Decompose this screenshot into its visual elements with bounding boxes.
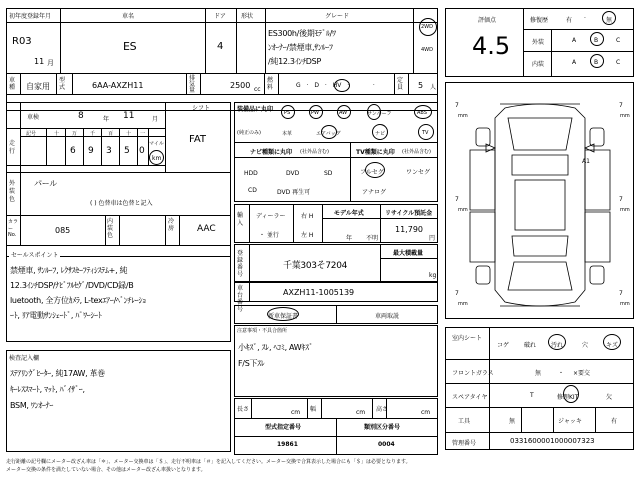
chassis-value: AXZH11-1005139 <box>283 288 355 297</box>
inspection-month: 11 <box>123 111 135 121</box>
mileage-header-sym: 記号 <box>26 131 37 137</box>
drive-4wd: 4WD <box>421 47 433 53</box>
navi-dvd-play: DVD 再生可 <box>277 189 311 196</box>
color-label: 外装色 <box>9 180 16 203</box>
equip-ps: PS <box>284 110 291 116</box>
sales-label: セールスポイント <box>11 252 59 259</box>
shape-label: 形状 <box>241 13 254 20</box>
grade-line-1: ES300h/後期ﾓﾃﾞﾙ/ﾜ <box>268 29 336 38</box>
jack-label: ジャッキ <box>558 418 582 425</box>
notes-label: 注意事項・不具合箇所 <box>237 328 288 334</box>
interior-sheet-label: 室内シート <box>452 335 483 342</box>
doors-value: 4 <box>217 41 224 52</box>
width-label: 幅 <box>310 406 317 413</box>
windshield-replace: ×要交 <box>573 370 591 377</box>
drive-2wd: 2WD <box>421 24 433 30</box>
sheet-koge: コゲ <box>497 342 510 349</box>
windshield-none: 無 <box>535 370 542 377</box>
footer-line-1: 走行距離の記号欄にメーター改ざん車は「＊」、メーター交換車は「＄」、走行不明車は「＃」を記入してください。メーター交換で合算表示した場合にも「＄」は必要となります。 <box>6 459 411 465</box>
fuel-hv: HV <box>332 82 342 89</box>
import-right: 右 H <box>301 213 314 220</box>
height-label: 高さ <box>376 406 389 413</box>
model-year-unknown: 不明 <box>366 235 379 242</box>
grade-line-3: /純12.3ｲﾝﾁDSP <box>268 57 321 66</box>
fuel-label: 燃料 <box>267 77 274 91</box>
equip-leather: 本革 <box>282 131 293 137</box>
plate-value: 千葉303そ7204 <box>283 261 348 271</box>
import-dealer: ディーラー <box>256 213 286 220</box>
sales-line-4: ｰﾄ, ﾘｱ電動ｻﾝｼｪｰﾄﾞ, ﾊﾟﾜｰｼｰﾄ <box>10 311 102 320</box>
repair-label: 修復歴 <box>530 17 549 24</box>
windshield-dot: ・ <box>558 370 565 377</box>
tools-label: 工具 <box>458 418 471 425</box>
mileage-header-jyu: 十 <box>54 131 60 137</box>
sheet-yogore: 汚れ <box>551 342 564 349</box>
diagram-mm-br: mm <box>620 301 630 307</box>
diagram-mm-tr: mm <box>620 113 630 119</box>
mileage-label: 走行 <box>9 140 16 155</box>
equipment-sublabel: (純正のみ) <box>237 130 261 136</box>
inspector-label: 検査記入欄 <box>9 355 40 362</box>
disp-unit: cc <box>254 86 261 93</box>
seats-value: 5 <box>418 81 424 90</box>
import-parallel: ・ 並行 <box>259 232 279 239</box>
diagram-mm-bl: mm <box>458 301 468 307</box>
color-value: パール <box>34 179 57 188</box>
length-label: 長さ <box>237 406 250 413</box>
mgmt-value: 0331600001000007323 <box>510 437 595 445</box>
reg-month-unit: 月 <box>47 59 54 67</box>
repair-no: 無 <box>606 17 613 24</box>
inspector-line-2: ｷｰﾚｽｽﾏｰﾄ, ﾏｯﾄ, ﾊﾞｲｻﾞｰ, <box>10 385 85 394</box>
equip-pw: PW <box>311 110 319 116</box>
navi-sublabel: (社外品含む) <box>300 149 329 155</box>
inspection-label: 車検 <box>27 114 40 121</box>
new-warranty: 新車保証書 <box>268 313 299 320</box>
use-value: 自家用 <box>26 82 50 91</box>
door-label: ドア <box>214 13 226 20</box>
exterior-label: 外装 <box>532 39 545 46</box>
max-load-unit: kg <box>429 272 437 279</box>
color-no-label: カラーNo. <box>8 219 19 238</box>
disp-label: 排気量 <box>189 75 196 94</box>
model-value: 6AA-AXZH11 <box>92 81 144 90</box>
interior-c: C <box>616 59 621 66</box>
windshield-label: フロントガラス <box>452 370 494 377</box>
spare-label: スペアタイヤ <box>452 394 488 401</box>
equip-airbag: エアバッグ <box>316 131 341 137</box>
diagram-7-bl: 7 <box>455 290 459 297</box>
diagram-mm-mr: mm <box>620 207 630 213</box>
length-unit: cm <box>291 409 301 416</box>
diagram-7-tr: 7 <box>619 102 623 109</box>
spare-t: T <box>530 392 534 399</box>
mileage-header-man: 万 <box>72 131 78 137</box>
notes-line-2: F/S下ｽﾚ <box>238 359 265 368</box>
equip-aw: AW <box>339 110 348 116</box>
exterior-c: C <box>616 37 621 44</box>
navi-hdd: HDD <box>244 170 258 177</box>
tv-label: TV種類に丸印 <box>356 149 395 156</box>
vehicle-manual: 車両取説 <box>375 313 400 320</box>
grade-label: グレード <box>325 13 350 20</box>
max-load-label: 最大積載量 <box>393 250 424 257</box>
jack-value: 有 <box>611 418 618 425</box>
import-label: 輸入 <box>237 212 244 227</box>
recycle-value: 11,790 <box>395 225 423 234</box>
diagram-mm-tl: mm <box>458 113 468 119</box>
diagram-a1: A1 <box>582 158 590 165</box>
navi-cd: CD <box>248 187 257 194</box>
footer-line-2: メーター交換の条件を満たしていない場合、その他はメーター改ざん車扱いとなります。 <box>6 467 206 473</box>
diagram-7-tl: 7 <box>455 102 459 109</box>
inspection-year-unit: 年 <box>103 116 110 123</box>
height-unit: cm <box>421 409 431 416</box>
notes-lines <box>238 340 313 372</box>
disp-value: 2500 <box>230 81 251 90</box>
interior-a: A <box>572 59 577 66</box>
seats-unit: 人 <box>430 84 437 91</box>
chassis-label: 車台番号 <box>237 285 244 313</box>
inspector-line-3: BSM, ﾜﾝｵｰﾅｰ <box>10 401 54 410</box>
sales-lines <box>10 263 146 323</box>
mileage-digit-4: 5 <box>124 146 130 156</box>
tv-oneseg: ワンセグ <box>406 169 431 176</box>
type-no-value: 19861 <box>277 441 298 448</box>
type-no-label: 型式指定番号 <box>265 424 302 431</box>
use-label: 車種 <box>9 77 16 91</box>
exterior-a: A <box>572 37 577 44</box>
model-label: 型式 <box>59 77 66 91</box>
inspection-year: 8 <box>78 111 84 121</box>
mileage-digit-1: 6 <box>70 146 76 156</box>
tv-analog: アナログ <box>362 189 387 196</box>
recycle-label: リサイクル預託金 <box>385 210 433 217</box>
inspector-line-1: ｽﾃｱﾘﾝｸﾞﾋｰﾀｰ, 純17AW, 革巻 <box>10 369 105 378</box>
fuel-options: G · D · HV · · <box>296 82 375 89</box>
mileage-unit-mile: マイル <box>149 141 164 147</box>
navi-label: ナビ種類に丸印 <box>250 149 293 156</box>
inspector-lines <box>10 366 105 414</box>
spare-missing: 欠 <box>606 394 613 401</box>
mileage-header-jyu2: 十 <box>126 131 132 137</box>
mileage-unit-km: km <box>152 155 162 162</box>
navi-dvd: DVD <box>286 170 300 177</box>
mileage-header-hyaku: 百 <box>108 131 114 137</box>
model-year-year: 年 <box>346 235 353 242</box>
navi-sd: SD <box>324 170 333 177</box>
width-unit: cm <box>356 409 366 416</box>
sheet-kizu: キズ <box>606 342 618 349</box>
equip-navi: ナビ <box>375 131 386 137</box>
exterior-b: B <box>594 37 599 44</box>
cool-value: AAC <box>197 224 216 234</box>
diagram-7-ml: 7 <box>455 196 459 203</box>
km-circle <box>149 150 164 165</box>
car-name-value: ES <box>123 40 137 53</box>
tools-value: 無 <box>509 418 516 425</box>
reg-year: R03 <box>12 36 32 47</box>
shift-value: FAT <box>189 134 207 145</box>
diagram-7-mr: 7 <box>619 196 623 203</box>
score-value: 4.5 <box>472 32 511 60</box>
repair-dot: · <box>584 15 586 22</box>
equipment-label: 装備品に丸印 <box>237 106 274 113</box>
model-year-label: モデル年式 <box>334 210 364 217</box>
mgmt-label: 管理番号 <box>452 440 477 447</box>
spare-kit: 修理KIT <box>557 394 579 401</box>
fuel-hv-circle <box>334 79 350 92</box>
diagram-7-br: 7 <box>619 290 623 297</box>
fuel-d: D <box>314 82 320 89</box>
tv-fullseg: フルセグ <box>360 169 384 176</box>
inspection-month-unit: 月 <box>152 116 159 123</box>
sales-line-1: 禁煙車, ｻﾝﾙｰﾌ, ﾚｸｻｽｾｰﾌﾃｨｼｽﾃﾑ+, 純 <box>10 266 128 275</box>
sheet-yabure: 破れ <box>524 342 537 349</box>
interior-b: B <box>594 59 599 66</box>
cool-label: 冷房 <box>168 218 175 232</box>
reg-month: 11 <box>34 57 45 66</box>
mileage-header-sen: 千 <box>90 131 96 137</box>
tv-sublabel: (社外品含む) <box>402 149 431 155</box>
interior-label: 内装 <box>532 61 545 68</box>
recycle-unit: 円 <box>429 235 436 242</box>
notes-line-1: 小ｷｽﾞ, ｽﾚ, ﾍｺﾐ, AWｷｽﾞ <box>238 343 313 352</box>
class-no-value: 0004 <box>378 441 395 448</box>
sales-line-3: luetooth, 全方位ｶﾒﾗ, L-texｴｱｰ/ﾍﾞﾝﾁﾚｰｼｮ <box>10 296 146 305</box>
sheet-ana: 穴 <box>582 342 589 349</box>
car-diagram <box>470 104 610 306</box>
equip-sunroof: サンルーフ <box>367 111 392 117</box>
score-label: 評価点 <box>478 17 497 24</box>
mileage-header-ichi: 一 <box>140 131 146 137</box>
import-left: 左 H <box>301 232 314 239</box>
seats-label: 定員 <box>397 77 404 91</box>
class-no-label: 類別区分番号 <box>364 424 401 431</box>
sales-line-2: 12.3ｲﾝﾁDSP/ﾅﾋﾞﾌﾙｾｸﾞ/DVD/CD録/B <box>10 281 134 290</box>
car-name-label: 車名 <box>122 13 135 20</box>
grade-lines <box>268 27 336 69</box>
mileage-digit-2: 9 <box>88 146 94 156</box>
plate-label: 登録番号 <box>237 250 244 278</box>
fuel-g: G <box>296 82 301 89</box>
equip-abs: ABS <box>417 110 427 116</box>
grade-line-2: ﾝｵｰﾅｰ/禁煙車,ｻﾝﾙｰﾌ <box>268 43 333 52</box>
repair-yes: 有 <box>566 17 573 24</box>
mileage-digit-5: 0 <box>139 146 145 156</box>
footer-notes <box>6 458 636 474</box>
shift-label: シフト <box>192 105 211 112</box>
interior-color-label: 内装色 <box>107 218 114 239</box>
diagram-mm-ml: mm <box>458 207 468 213</box>
reg-date-label: 初年度登録年月 <box>9 13 52 20</box>
color-note: ( ) 色替車は色替と記入 <box>90 200 153 207</box>
color-no-value: 085 <box>55 226 71 235</box>
equip-tv: TV <box>422 130 429 136</box>
mileage-digit-3: 3 <box>106 146 112 156</box>
